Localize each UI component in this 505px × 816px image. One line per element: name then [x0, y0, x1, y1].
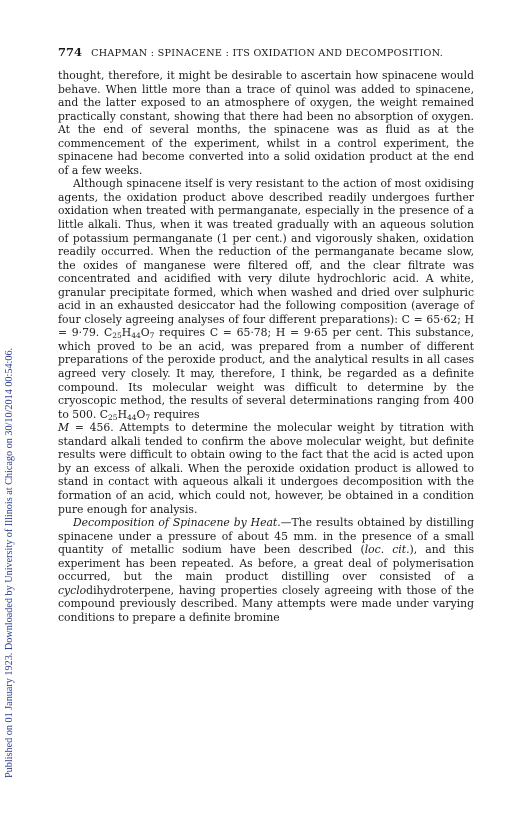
formula-symbol-c: C [103, 326, 113, 340]
journal-page [58, 45, 475, 624]
formula-c25h44o7-second [100, 408, 150, 421]
formula-subscript: 25 [108, 412, 118, 422]
section-heading: Decomposition of Spinacene by Heat. [73, 516, 281, 530]
article-body [58, 69, 474, 624]
formula-symbol-o: O [140, 326, 150, 340]
formula-subscript: 7 [145, 412, 151, 422]
paragraph-heat-decomposition [58, 516, 474, 624]
formula-symbol-c: C [99, 407, 109, 421]
download-watermark-text: Published on 01 January 1923. Downloaded by University of Illinois at Chicago on 30/10/2014 00:54:06. [4, 347, 15, 778]
paragraph-text: —The results obtained by distilling spinacene under a pressure of about 45 mm. in the presence of a small quantity of metallic sodium have been described ( [58, 516, 474, 557]
paragraph-quinol-experiment [58, 69, 474, 177]
formula-subscript: 44 [126, 412, 137, 422]
formula-subscript: 7 [149, 331, 155, 341]
paragraph-permanganate-oxidation [58, 177, 474, 516]
formula-subscript: 44 [131, 331, 141, 341]
formula-subscript: 25 [112, 331, 122, 341]
paragraph-text: thought, therefore, it might be desirable to ascertain how spinacene would behave. When little more than a trace of quinol was added to spinacene, and the latter exposed to an atmosphere of oxygen, the weight remained practically constant, showing that there had been no absorption of oxygen. At the end of several months, the spinacene was as fluid as at the commencement of the experiment, whilst in a control experiment, the spinacene had become converted into a solid oxidation product at the end of a few weeks. [58, 69, 474, 177]
paragraph-text: requires [153, 407, 200, 421]
page-number: 774 [58, 45, 83, 59]
running-title: CHAPMAN : SPINACENE : ITS OXIDATION AND DECOMPOSITION. [91, 48, 444, 59]
paragraph-text: dihydroterpene, having properties closely agreeing with those of the compound previously described. Many attempts were made under varying conditions to prepare a definite bromine [58, 583, 474, 624]
running-head [58, 45, 474, 59]
paragraph-text: ), and this experiment has been repeated. As before, a great deal of polymerisation occurred, but the main product distilling over consisted of a [58, 543, 474, 584]
download-watermark [3, 60, 17, 780]
cyclo-prefix: cyclo [58, 583, 87, 597]
citation-loc-cit: loc. cit. [364, 543, 410, 557]
molecular-weight-symbol: M [58, 421, 70, 435]
formula-symbol-h: H [121, 326, 132, 340]
formula-symbol-o: O [136, 407, 146, 421]
paragraph-text: requires C = 65·78; H = 9·65 per cent. This substance, which proved to be an acid, was prepared from a number of different preparations of the peroxide product, and the analytical results in all cases agreed very closely. It may, therefore, I think, be regarded as a definite compound. Its molecular weight was difficult to determine by the cryoscopic method, the results of several determinations ranging from 400 to 500. [58, 326, 475, 421]
formula-symbol-h: H [117, 407, 127, 421]
formula-c25h44o7 [104, 326, 154, 339]
paragraph-text: = 456. Attempts to determine the molecular weight by titration with standard alkali tended to confirm the above molecular weight, but definite results were difficult to obtain owing to the fact that the acid is acted upon by an excess of alkali. When the peroxide oxidation product is allowed to stand in contact with aqueous alkali it undergoes decomposition with the formation of an acid, which could not, however, be obtained in a condition pure enough for analysis. [58, 421, 474, 516]
paragraph-text: Although spinacene itself is very resistant to the action of most oxidising agents, the oxidation product above described readily undergoes further oxidation when treated with permanganate, especially in the presence of a little alkali. Thus, when it was treated gradually with an aqueous solution of potassium permanganate (1 per cent.) and vigorously shaken, oxidation readily occurred. When the reduction of the permanganate became slow, the oxides of manganese were filtered off, and the clear filtrate was concentrated and acidified with very dilute hydrochloric acid. A white, granular precipitate formed, which when washed and dried over sulphuric acid in an exhausted desiccator had the following composition (average of four closely agreeing analyses of four different preparations): C = 65·62; H = 9·79. [58, 177, 474, 340]
